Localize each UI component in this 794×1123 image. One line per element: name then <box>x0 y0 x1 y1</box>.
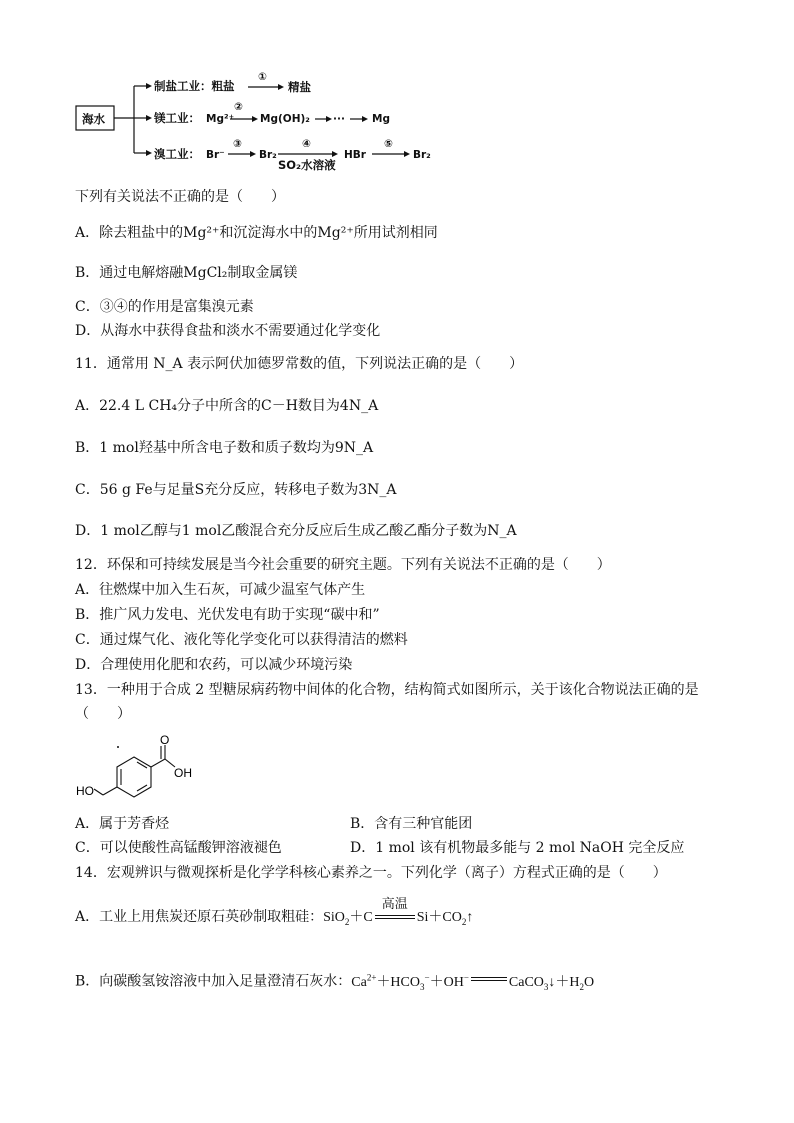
diagram-row2-label: 镁工业： <box>154 111 200 125</box>
diagram-step-2: ② <box>234 101 243 113</box>
q14-option-b <box>75 968 594 995</box>
diagram-row1-label: 制盐工业：粗盐 <box>154 79 235 93</box>
diagram-step-3: ③ <box>233 138 242 150</box>
diagram-br2-b: Br₂ <box>413 149 431 161</box>
q11-option-d: D．1 mol乙醇与1 mol乙酸混合充分反应后生成乙酸乙酯分子数为N_A <box>75 523 517 539</box>
diagram-hbr: HBr <box>344 149 366 161</box>
diagram-br-ion: Br⁻ <box>206 149 225 161</box>
q13-struct-ho: HO <box>76 784 94 798</box>
diagram-mg-ion: Mg²⁺ <box>206 113 235 125</box>
diagram-step-4: ④ <box>302 138 311 150</box>
q14-option-a <box>75 896 474 931</box>
q11-stem: 11．通常用 N_A 表示阿伏加德罗常数的值，下列说法正确的是（ ） <box>75 356 524 372</box>
q10-option-a: A．除去粗盐中的Mg²⁺和沉淀海水中的Mg²⁺所用试剂相同 <box>75 225 438 241</box>
q13-option-a: A．属于芳香烃 <box>75 816 170 832</box>
q13-stem: 13．一种用于合成 2 型糖尿病药物中间体的化合物，结构简式如图所示，关于该化合物说法正确的是 <box>75 682 699 698</box>
q11-option-b: B．1 mol羟基中所含电子数和质子数均为9N_A <box>75 440 374 456</box>
q13-struct-o: O <box>160 733 170 747</box>
diagram-root: 海水 <box>82 112 105 126</box>
q12-option-d: D．合理使用化肥和农药，可以减少环境污染 <box>75 657 353 673</box>
seawater-process-diagram <box>70 68 450 176</box>
q14-option-b-equation: $Ca^{2+}+HCO_3^-+OH^-$ $CaCO_3↓+H_2O$ <box>351 972 595 992</box>
diagram-ellipsis: ··· <box>333 113 345 125</box>
q13-struct-oh: OH <box>174 766 192 780</box>
q11-option-c: C．56 g Fe与足量S充分反应，转移电子数为3N_A <box>75 482 397 498</box>
q10-option-d: D．从海水中获得食盐和淡水不需要通过化学变化 <box>75 323 381 339</box>
diagram-reagent: SO₂水溶液 <box>278 158 336 172</box>
diagram-row1-product: 精盐 <box>288 80 311 94</box>
q12-option-b: B．推广风力发电、光伏发电有助于实现“碳中和” <box>75 607 380 623</box>
q10-option-b: B．通过电解熔融MgCl₂制取金属镁 <box>75 265 298 281</box>
q14-option-a-text: A．工业上用焦炭还原石英砂制取粗硅： <box>75 909 324 925</box>
diagram-br2-a: Br₂ <box>259 149 277 161</box>
high-temp-condition: 高温 <box>373 907 417 925</box>
diagram-step-5: ⑤ <box>384 138 393 150</box>
diagram-mgoh2: Mg(OH)₂ <box>260 113 310 125</box>
q13-option-b: B．含有三种官能团 <box>350 816 473 832</box>
q14-stem: 14．宏观辨识与微观探析是化学学科核心素养之一。下列化学（离子）方程式正确的是（ ） <box>75 865 667 881</box>
q12-stem: 12．环保和可持续发展是当今社会重要的研究主题。下列有关说法不正确的是（ ） <box>75 557 611 573</box>
q12-option-c: C．通过煤气化、液化等化学变化可以获得清洁的燃料 <box>75 632 408 648</box>
diagram-step-1: ① <box>258 71 267 83</box>
q13-option-d: D．1 mol 该有机物最多能与 2 mol NaOH 完全反应 <box>350 840 685 856</box>
diagram-mg: Mg <box>372 113 390 125</box>
diagram-row3-label: 溴工业： <box>154 147 200 161</box>
q13-stem-bracket: （ ） <box>75 706 131 722</box>
q10-stem: 下列有关说法不正确的是（ ） <box>75 189 285 205</box>
q11-option-a: A．22.4 L CH₄分子中所含的C－H数目为4N_A <box>75 398 379 414</box>
q10-option-c: C．③④的作用是富集溴元素 <box>75 299 254 315</box>
q12-option-a: A．往燃煤中加入生石灰，可减少温室气体产生 <box>75 582 366 598</box>
q14-option-b-text: B．向碳酸氢铵溶液中加入足量澄清石灰水： <box>75 973 352 990</box>
q13-option-c: C．可以使酸性高锰酸钾溶液褪色 <box>75 840 282 856</box>
q13-structure <box>70 733 210 803</box>
q14-option-a-equation: SiO$_2$＋C 高温 $Si+CO_2↑$ <box>323 896 474 927</box>
